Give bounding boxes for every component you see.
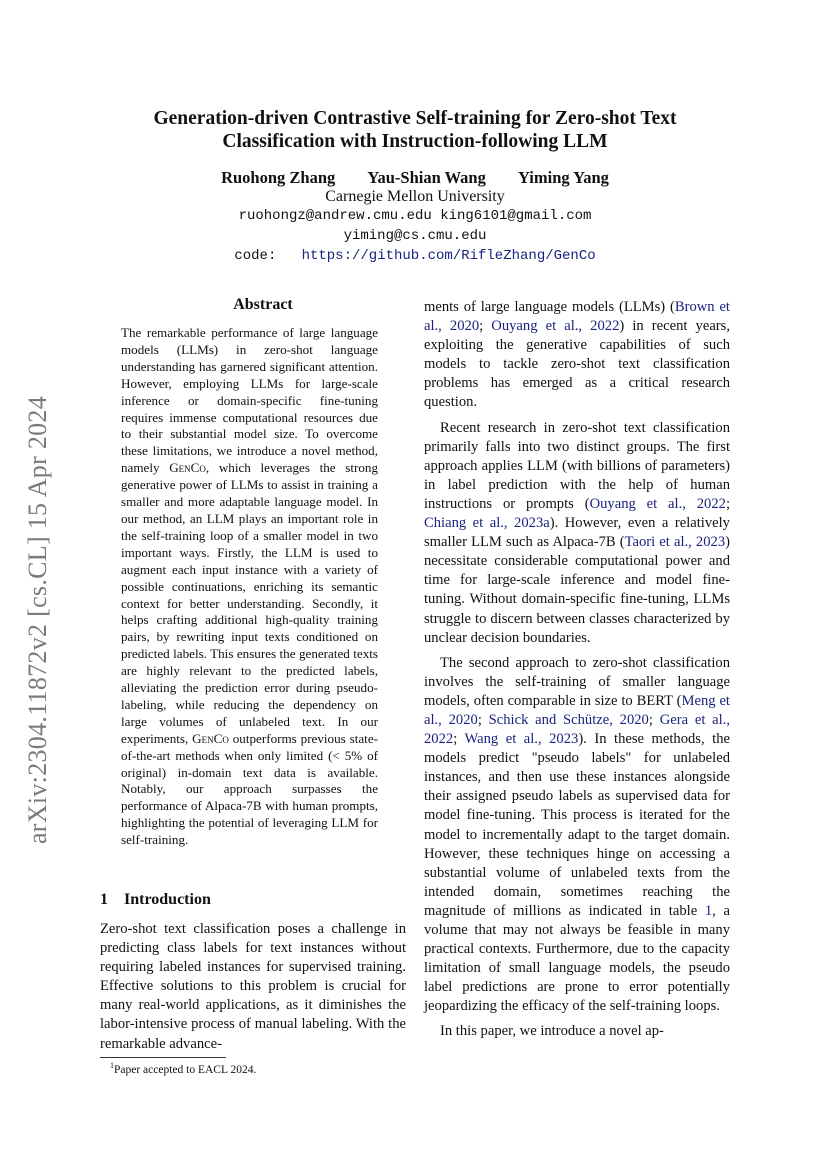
affiliation: Carnegie Mellon University	[325, 188, 505, 205]
abstract-heading: Abstract	[233, 296, 293, 313]
paper-title	[90, 107, 740, 153]
method-name: GenCo	[192, 730, 229, 746]
citation-link[interactable]: Ouyang et al., 2022	[491, 318, 620, 335]
citation-link[interactable]: Brown et al., 2020	[424, 299, 730, 335]
footnote-mark: 1	[110, 1061, 114, 1070]
method-name: GenCo	[169, 460, 206, 476]
code-label: code:	[234, 248, 277, 264]
citation-link[interactable]: Gera et al., 2022	[424, 711, 730, 748]
author-emails: yiming@cs.cmu.edu	[343, 228, 487, 244]
intro-paragraph: Recent research in zero-shot text classification primarily falls into two distinct groups. The first approach applies LLM (with billions of parameters) in label prediction with the help of human instructions or prompts (Ouyang et al., 2022; Chiang et al., 2023a). However, even a relatively smaller LLM such as Alpaca-7B (Taori et al., 2023) necessitate considerable computational power and time for large-scale inference and model fine-tuning. Without domain-specific fine-tuning, LLMs struggle to discern between classes characterized by unclear decision boundaries.	[424, 419, 731, 646]
footnote	[110, 1061, 256, 1076]
arxiv-identifier: arXiv:2304.11872v2 [cs.CL] 15 Apr 2024	[23, 395, 52, 845]
citation-link[interactable]: Schick and Schütze, 2020	[488, 711, 649, 728]
intro-paragraph: Zero-shot text classification poses a challenge in predicting class labels for text instances without requiring labeled instances for supervised training. Effective solutions to this problem is crucial for many real-world applications, as it diminishes the labor-intensive process of manual labeling. With the remarkable advance-	[100, 921, 406, 1052]
author-emails: ruohongz@andrew.cmu.edu king6101@gmail.com	[238, 208, 592, 224]
intro-paragraph-continued: ments of large language models (LLMs) (Brown et al., 2020; Ouyang et al., 2022) in recent years, exploiting the generative capabilities of such models to tackle zero-shot text classification problems has emerged as a critical research question.	[424, 299, 730, 411]
citation-link[interactable]: Wang et al., 2023	[464, 731, 579, 748]
right-column	[424, 298, 730, 1048]
citation-link[interactable]: Chiang et al., 2023a	[424, 515, 550, 532]
footnote-divider	[100, 1057, 226, 1058]
section-number: 1	[100, 891, 108, 908]
code-line	[90, 248, 740, 264]
title-line-2: Classification with Instruction-following LLM	[222, 131, 608, 152]
code-link[interactable]: https://github.com/RifleZhang/GenCo	[301, 248, 596, 264]
section-title: Introduction	[124, 891, 211, 908]
citation-link[interactable]: Ouyang et al., 2022	[589, 495, 726, 512]
footnote-text: Paper accepted to EACL 2024.	[114, 1063, 257, 1076]
intro-paragraph: In this paper, we introduce a novel ap-	[440, 1023, 664, 1040]
author-name: Yiming Yang	[517, 168, 609, 187]
table-reference-link[interactable]: 1	[704, 902, 713, 919]
citation-link[interactable]: Meng et al., 2020	[424, 692, 730, 728]
title-line-1: Generation-driven Contrastive Self-training for Zero-shot Text	[153, 108, 677, 129]
author-name: Yau-Shian Wang	[367, 168, 486, 187]
intro-paragraph: The second approach to zero-shot classification involves the self-training of smaller language models, often comparable in size to BERT (Meng et al., 2020; Schick and Schütze, 2020; Gera et al., 2022; Wang et al., 2023). In these methods, the models predict "pseudo labels" for unlabeled instances, and then use these instances alongside their assigned pseudo labels as supervised data for model fine-tuning. This process is iterated for the model to incrementally adapt to the target domain. However, these techniques hinge on accessing a substantial volume of unlabeled texts from the intended domain, sometimes reaching the magnitude of millions as indicated in table 1, a volume that may not always be feasible in many practical contexts. Furthermore, due to the capacity limitation of small language models, the pseudo label predictions are prone to error potentially jeopardizing the efficacy of the self-training loops.	[424, 654, 730, 1015]
citation-link[interactable]: Taori et al., 2023	[624, 534, 726, 551]
author-name: Ruohong Zhang	[221, 168, 336, 187]
abstract-text: The remarkable performance of large language models (LLMs) in zero-shot language understanding has garnered significant attention. However, employing LLMs for large-scale inference or domain-specific fine-tuning requires immense computational resources due to their substantial model size. To overcome these limitations, we introduce a novel method, namely GenCo, which leverages the strong generative power of LLMs to assist in training a smaller and more adaptable language model. In our method, an LLM plays an important role in the self-training loop of a smaller model in two important ways. Firstly, the LLM is used to augment each input instance with a variety of possible continuations, enriching its semantic context for better understanding. Secondly, it helps crafting additional high-quality training pairs, by rewriting input texts conditioned on predicted labels. This ensures the generated texts are highly relevant to the predicted labels, alleviating the prediction error during pseudo-labeling, while reducing the dependency on large volumes of unlabeled text. In our experiments, GenCo outperforms previous state-of-the-art methods when only limited (< 5% of original) in-domain text data is available. Notably, our approach surpasses the performance of Alpaca-7B with human prompts, highlighting the potential of leveraging LLM for self-training.	[121, 325, 378, 848]
author-list	[90, 168, 740, 188]
section-heading	[100, 891, 211, 909]
